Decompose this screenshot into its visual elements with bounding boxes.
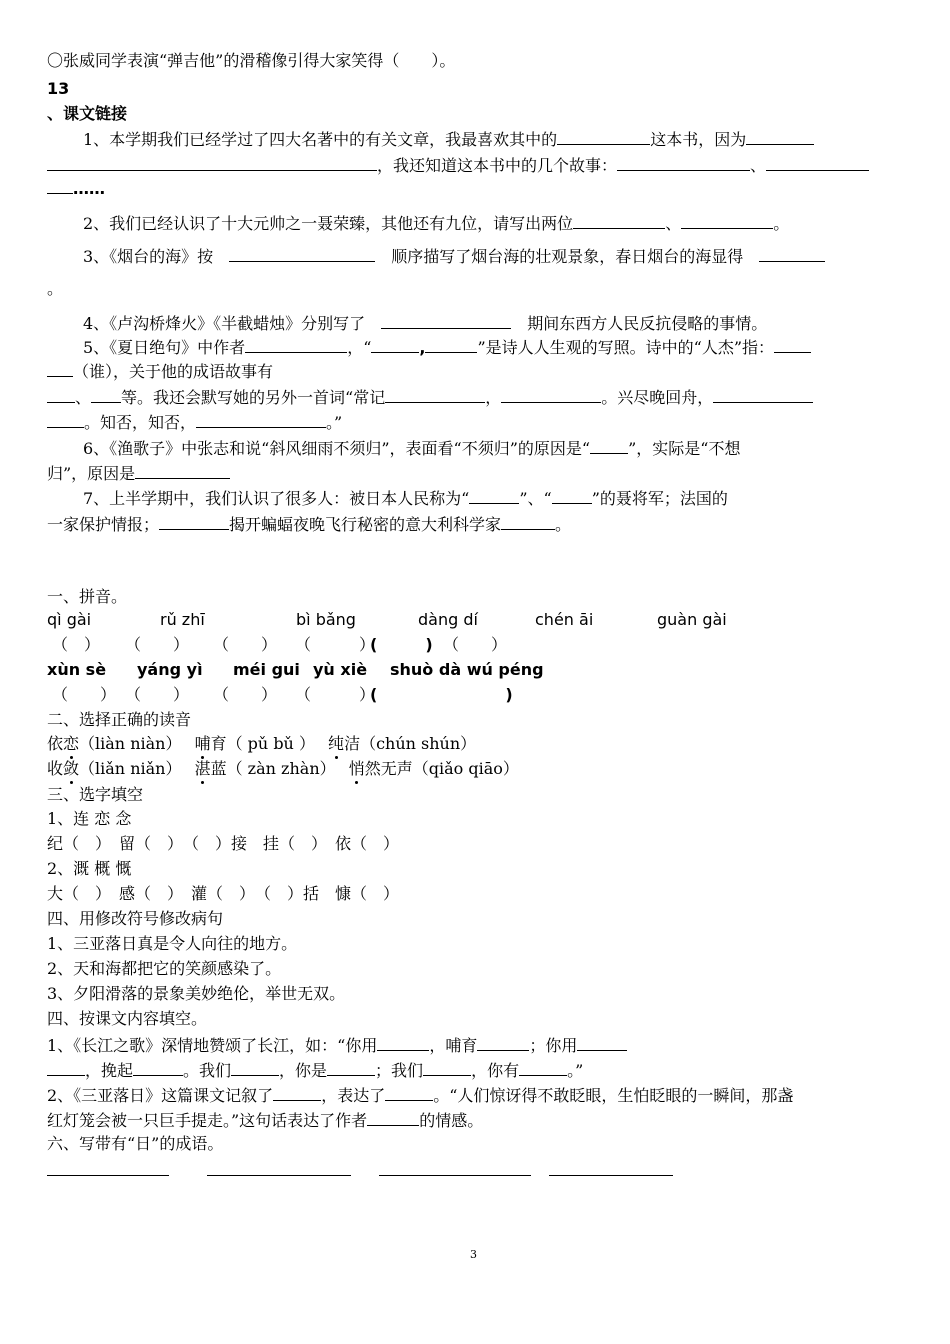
idiom-blanks: [47, 1158, 673, 1182]
answer-paren[interactable]: （ ）: [213, 635, 278, 654]
p4b1-line2: ，挽起 。我们 ，你是 ；我们 ，你有 。”: [47, 1058, 583, 1082]
blank[interactable]: [47, 176, 73, 194]
q6-line2: 归”，原因是: [47, 461, 230, 485]
blank[interactable]: [759, 244, 825, 262]
blank[interactable]: [617, 153, 750, 171]
blank[interactable]: [774, 335, 811, 353]
q1-line1: 1、本学期我们已经学过了四大名著中的有关文章，我最喜欢其中的 这本书，因为: [83, 127, 814, 151]
blank[interactable]: [47, 385, 75, 403]
blank[interactable]: [573, 211, 665, 229]
part3-1-head: 1、连 恋 念: [47, 809, 132, 828]
q5-line4: 。知否，知否， 。”: [47, 410, 342, 434]
part4b-title: 四、按课文内容填空。: [47, 1009, 208, 1028]
pinyin: chén āi: [535, 610, 594, 629]
answer-paren[interactable]: （ ）: [52, 685, 117, 704]
answer-paren[interactable]: ( ): [370, 635, 433, 654]
q5-line1: 5、《夏日绝句》中作者 ，“ , ”是诗人人生观的写照。诗中的“人杰”指：: [83, 335, 811, 359]
blank[interactable]: [245, 335, 347, 353]
pinyin: rǔ zhī: [160, 610, 205, 629]
blank[interactable]: [477, 1033, 529, 1051]
part3-1-body: 纪（ ） 留（ ） （ ）接 挂（ ） 依（ ）: [47, 834, 400, 853]
blank[interactable]: [501, 512, 555, 530]
top-question: 〇张威同学表演“弹吉他”的滑稽像引得大家笑得（ ）。: [47, 51, 456, 70]
blank[interactable]: [196, 410, 326, 428]
answer-paren[interactable]: （ ）: [125, 635, 190, 654]
q7-line2: 一家保护情报； 揭开蝙蝠夜晚飞行秘密的意大利科学家 。: [47, 512, 571, 536]
p4b2-line1: 2、《三亚落日》这篇课文记叙了 ，表达了 。“人们惊讶得不敢眨眼，生怕眨眼的一瞬间，那盏: [47, 1083, 793, 1107]
blank[interactable]: [371, 335, 419, 353]
q3-end: 。: [47, 279, 64, 298]
blank[interactable]: [469, 486, 519, 504]
section-title: 、课文链接: [47, 104, 128, 123]
q2: 2、我们已经认识了十大元帅之一聂荣臻，其他还有九位，请写出两位 、 。: [83, 211, 789, 235]
answer-paren[interactable]: （ ）: [295, 635, 376, 654]
part1-title: 一、拼音。: [47, 587, 128, 606]
sentence-item: 1、三亚落日真是令人向往的地方。: [47, 934, 298, 953]
pinyin: méi gui: [233, 660, 300, 679]
p4b2-line2: 红灯笼会被一只巨手提走。”这句话表达了作者 的情感。: [47, 1108, 483, 1132]
blank[interactable]: [713, 385, 813, 403]
part3-2-body: 大（ ） 感（ ） 灌（ ） （ ）括 慷（ ）: [47, 884, 400, 903]
pinyin: shuò dà wú péng: [390, 660, 544, 679]
section-number: 13: [47, 79, 70, 98]
q1-line2: ，我还知道这本书中的几个故事： 、: [47, 153, 869, 177]
blank[interactable]: [549, 1158, 673, 1176]
blank[interactable]: [327, 1058, 375, 1076]
pinyin: xùn sè: [47, 660, 107, 679]
blank[interactable]: [47, 1058, 85, 1076]
pinyin: guàn gài: [657, 610, 727, 629]
blank[interactable]: [47, 1158, 169, 1176]
blank[interactable]: [766, 153, 869, 171]
pinyin: yù xiè: [313, 660, 368, 679]
part4a-title: 四、用修改符号修改病句: [47, 909, 224, 928]
part3-2-head: 2、溉 概 慨: [47, 859, 132, 878]
blank[interactable]: [501, 385, 601, 403]
q7-line1: 7、上半学期中，我们认识了很多人：被日本人民称为“ ”、“ ”的聂将军；法国的: [83, 486, 728, 510]
pinyin: bì bǎng: [296, 610, 356, 629]
blank[interactable]: [133, 1058, 183, 1076]
blank[interactable]: [159, 512, 229, 530]
sentence-item: 3、夕阳滑落的景象美妙绝伦，举世无双。: [47, 984, 346, 1003]
q4: 4、《卢沟桥烽火》《半截蜡烛》分别写了 期间东西方人民反抗侵略的事情。: [83, 311, 767, 335]
blank[interactable]: [229, 244, 375, 262]
part2-row1: 依恋（liàn niàn） 哺育（ pǔ bǔ ） 纯洁（chún shún）: [47, 734, 477, 753]
blank[interactable]: [207, 1158, 351, 1176]
blank[interactable]: [552, 486, 592, 504]
blank[interactable]: [367, 1108, 419, 1126]
blank[interactable]: [381, 311, 511, 329]
blank[interactable]: [231, 1058, 279, 1076]
blank[interactable]: [379, 1158, 531, 1176]
answer-paren[interactable]: （ ）: [443, 635, 508, 654]
blank[interactable]: [47, 153, 377, 171]
pinyin: dàng dí: [418, 610, 478, 629]
part2-title: 二、选择正确的读音: [47, 710, 192, 729]
blank[interactable]: [47, 410, 84, 428]
blank[interactable]: [557, 127, 650, 145]
answer-paren[interactable]: （ ）: [125, 685, 190, 704]
blank[interactable]: [385, 385, 485, 403]
blank[interactable]: [577, 1033, 627, 1051]
blank[interactable]: [273, 1083, 321, 1101]
p4b1-line1: 1、《长江之歌》深情地赞颂了长江，如：“你用 ，哺育 ；你用: [47, 1033, 627, 1057]
part2-row2: 收敛（liǎn niǎn） 湛蓝（ zàn zhàn） 悄然无声（qiǎo qiāo）: [47, 759, 519, 778]
blank[interactable]: [590, 436, 628, 454]
q1-line3: ……: [47, 176, 105, 200]
blank[interactable]: [423, 1058, 471, 1076]
part3-title: 三、选字填空: [47, 785, 144, 804]
answer-paren[interactable]: ( ): [370, 685, 513, 704]
blank[interactable]: [681, 211, 773, 229]
blank[interactable]: [47, 359, 73, 377]
answer-paren[interactable]: （ ）: [213, 685, 278, 704]
blank[interactable]: [135, 461, 230, 479]
part6-title: 六、写带有“日”的成语。: [47, 1134, 224, 1153]
pinyin: yáng yì: [137, 660, 203, 679]
q5-line2: （谁），关于他的成语故事有: [47, 359, 273, 383]
blank[interactable]: [385, 1083, 433, 1101]
blank[interactable]: [425, 335, 477, 353]
q3: 3、《烟台的海》按 顺序描写了烟台海的壮观景象，春日烟台的海显得: [83, 244, 825, 268]
blank[interactable]: [519, 1058, 567, 1076]
q6-line1: 6、《渔歌子》中张志和说“斜风细雨不须归”，表面看“不须归”的原因是“ ”，实际是“不想: [83, 436, 740, 460]
q5-line3: 、 等。我还会默写她的另外一首词“常记 ， 。兴尽晚回舟，: [47, 385, 813, 409]
pinyin: qì gài: [47, 610, 92, 629]
sentence-item: 2、天和海都把它的笑颜感染了。: [47, 959, 282, 978]
answer-paren[interactable]: （ ）: [295, 685, 376, 704]
blank[interactable]: [746, 127, 814, 145]
blank[interactable]: [91, 385, 121, 403]
page-number: 3: [470, 1248, 477, 1261]
blank[interactable]: [377, 1033, 429, 1051]
answer-paren[interactable]: （ ）: [52, 635, 101, 654]
